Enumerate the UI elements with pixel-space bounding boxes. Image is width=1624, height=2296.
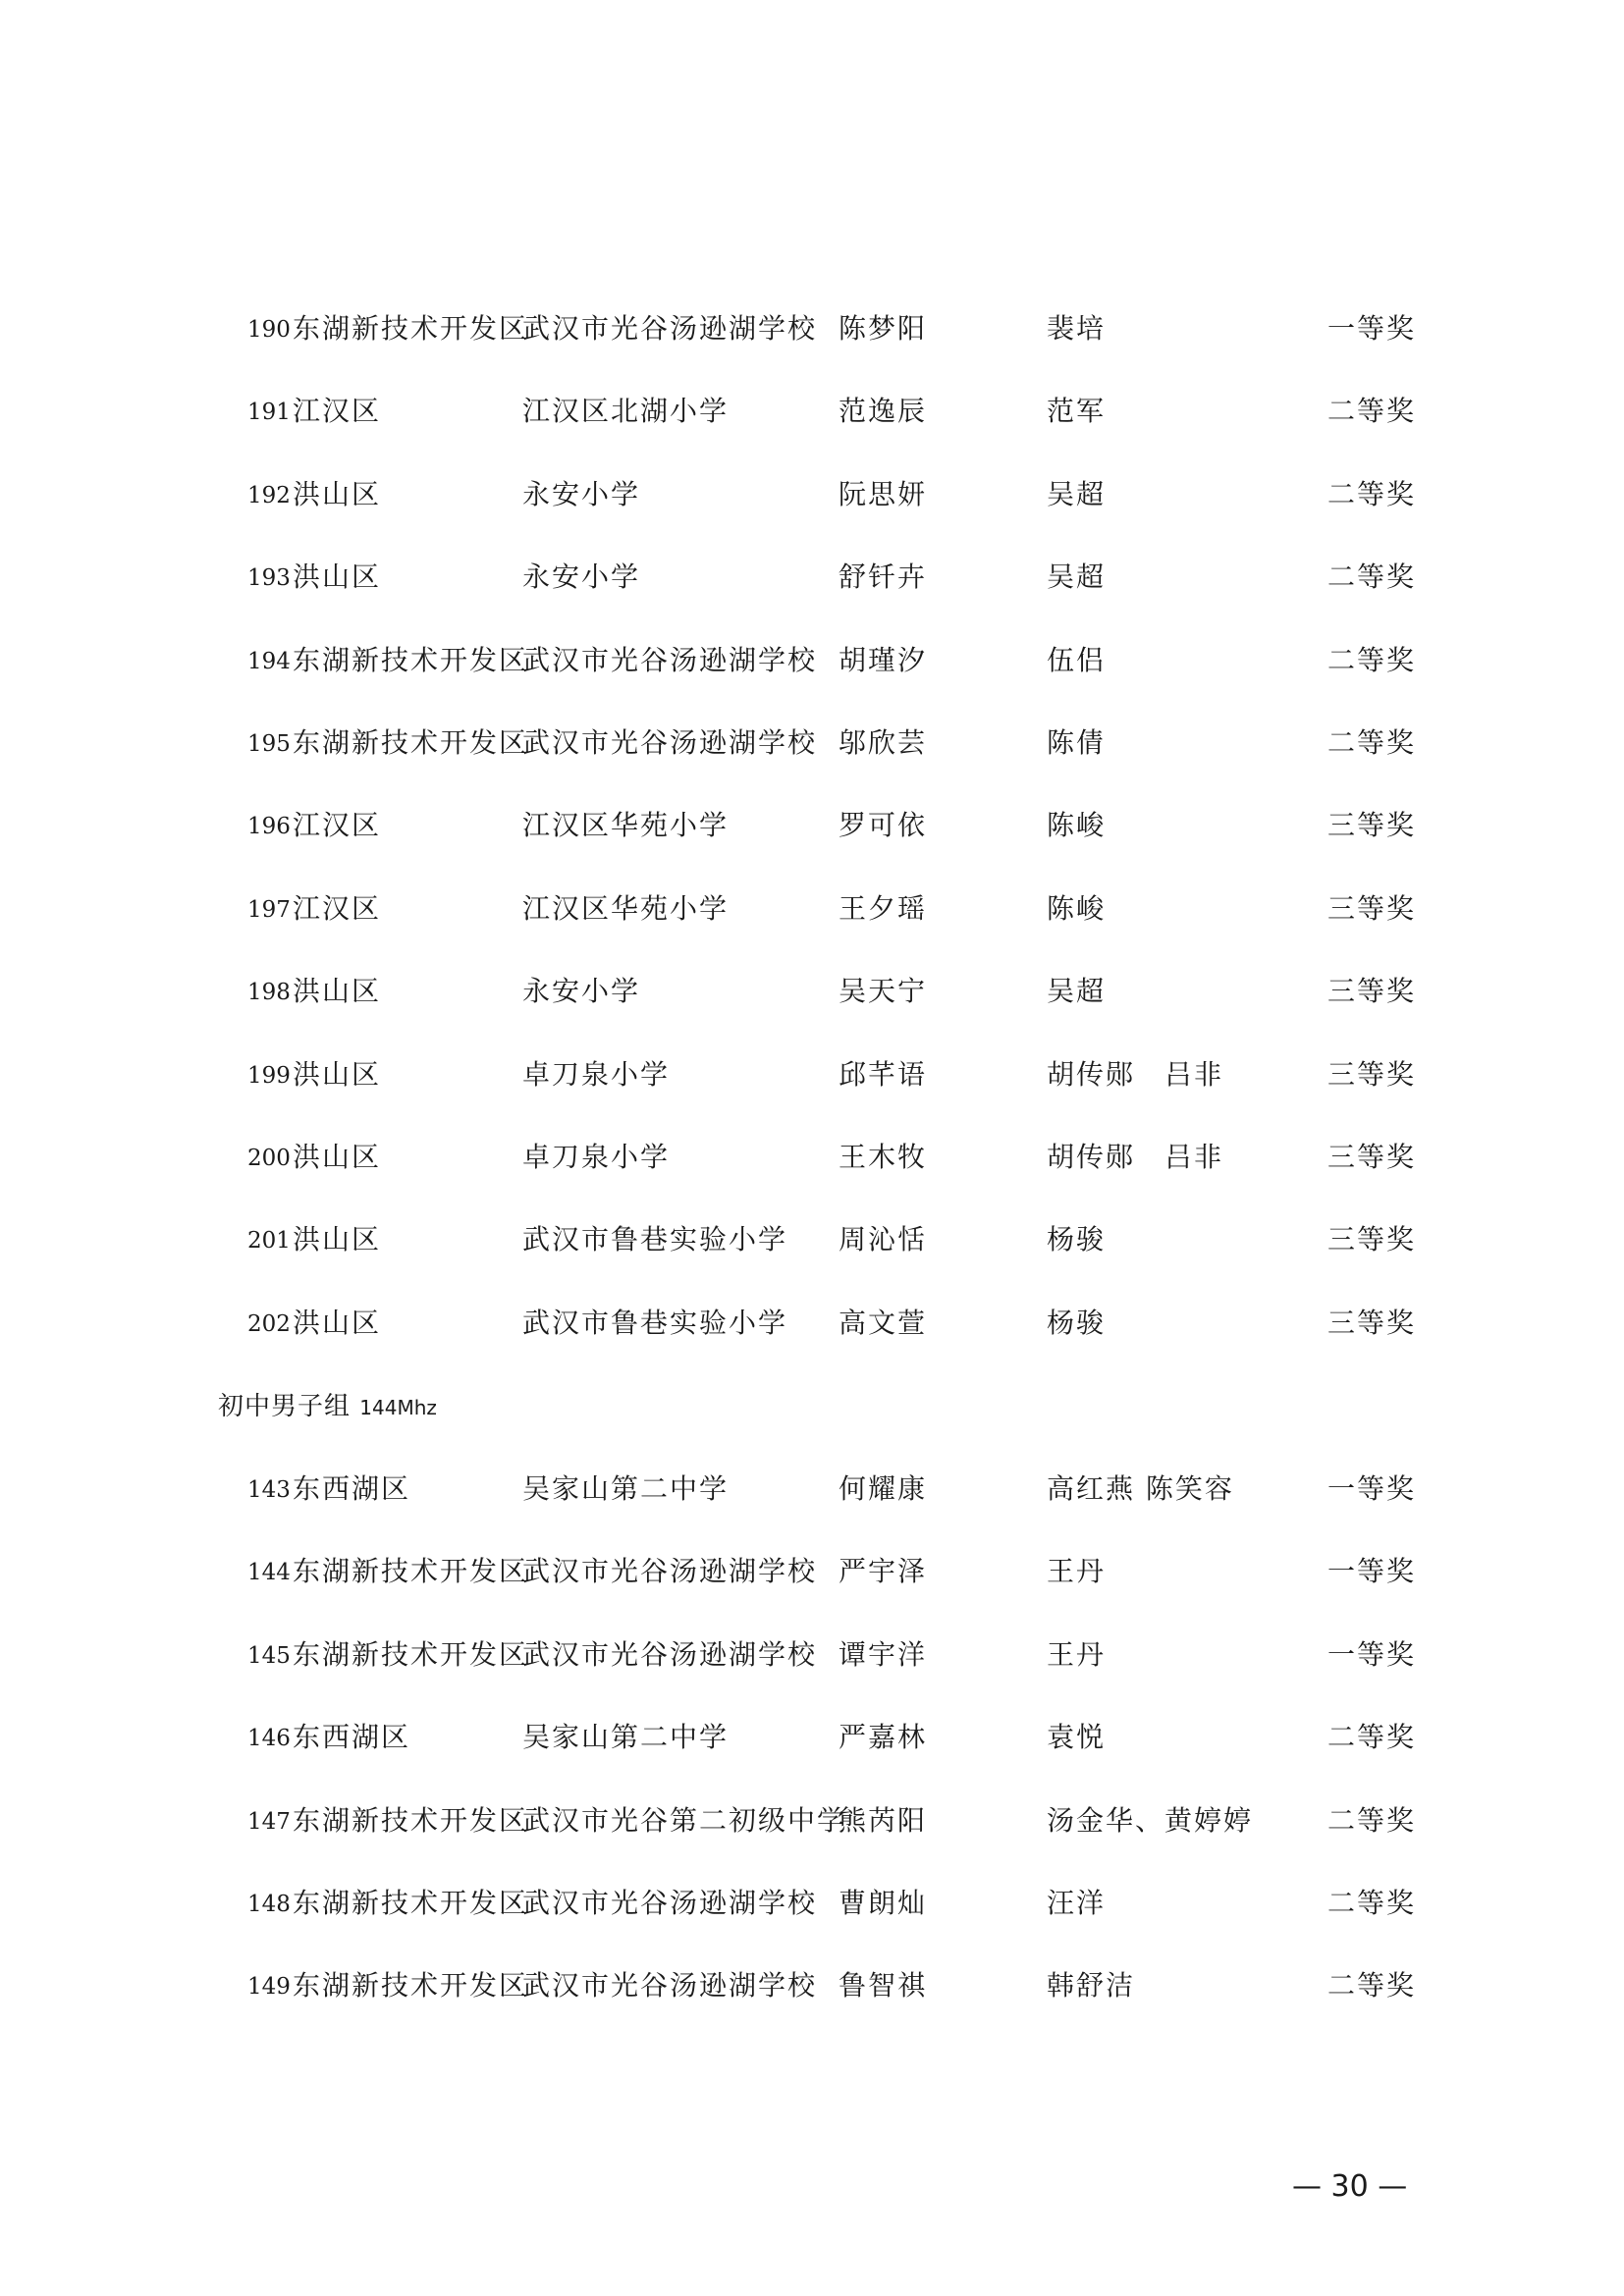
table-row: [0, 1293, 1624, 1375]
table-row: [0, 879, 1624, 961]
student-name: 周沁恬: [839, 1223, 928, 1256]
teacher-name: 陈倩: [1047, 725, 1107, 759]
row-number: 147: [247, 1808, 291, 1835]
district: 东湖新技术开发区: [293, 1803, 529, 1837]
page-number: — 30 —: [1292, 2169, 1408, 2204]
school: 武汉市光谷汤逊湖学校: [522, 725, 818, 759]
row-number: 148: [247, 1891, 291, 1917]
district: 洪山区: [293, 561, 382, 594]
award-level: 二等奖: [1327, 1721, 1417, 1754]
award-level: 二等奖: [1327, 725, 1417, 759]
student-name: 王木牧: [839, 1140, 928, 1173]
teacher-name: 胡传郧 吕非: [1047, 1140, 1224, 1173]
student-name: 严嘉林: [839, 1721, 928, 1754]
student-name: 熊芮阳: [839, 1803, 928, 1837]
teacher-name: 伍侣: [1047, 643, 1107, 676]
teacher-name: 裴培: [1047, 312, 1107, 345]
award-level: 三等奖: [1327, 891, 1417, 925]
teacher-name: 汤金华、黄婷婷: [1047, 1803, 1254, 1837]
teacher-name: 杨骏: [1047, 1223, 1107, 1256]
district: 江汉区: [293, 891, 382, 925]
teacher-name: 王丹: [1047, 1637, 1107, 1671]
row-number: 190: [247, 317, 291, 343]
row-number: 145: [247, 1642, 291, 1669]
student-name: 严宇泽: [839, 1555, 928, 1588]
table-row: [0, 713, 1624, 795]
district: 东湖新技术开发区: [293, 312, 529, 345]
school: 江汉区华苑小学: [522, 891, 730, 925]
district: 东湖新技术开发区: [293, 643, 529, 676]
student-name: 邱芊语: [839, 1057, 928, 1091]
row-number: 149: [247, 1974, 291, 2001]
row-number: 146: [247, 1726, 291, 1752]
table-row: [0, 630, 1624, 713]
table-row: [0, 1625, 1624, 1707]
school: 江汉区北湖小学: [522, 395, 730, 428]
school: 永安小学: [522, 561, 641, 594]
teacher-name: 陈峻: [1047, 809, 1107, 842]
teacher-name: 汪洋: [1047, 1886, 1107, 1919]
teacher-name: 范军: [1047, 395, 1107, 428]
teacher-name: 韩舒洁: [1047, 1969, 1136, 2002]
student-name: 阮思妍: [839, 477, 928, 510]
district: 洪山区: [293, 477, 382, 510]
school: 武汉市鲁巷实验小学: [522, 1223, 788, 1256]
award-level: 一等奖: [1327, 1472, 1417, 1505]
row-number: 143: [247, 1477, 291, 1503]
award-list-primary: [0, 298, 1624, 1375]
award-level: 一等奖: [1327, 1637, 1417, 1671]
school: 武汉市光谷汤逊湖学校: [522, 1637, 818, 1671]
school: 永安小学: [522, 975, 641, 1008]
student-name: 高文萱: [839, 1306, 928, 1339]
school: 卓刀泉小学: [522, 1057, 671, 1091]
award-level: 三等奖: [1327, 1057, 1417, 1091]
school: 武汉市光谷汤逊湖学校: [522, 1555, 818, 1588]
award-level: 二等奖: [1327, 395, 1417, 428]
school: 武汉市光谷汤逊湖学校: [522, 312, 818, 345]
table-row: [0, 1044, 1624, 1127]
teacher-name: 胡传郧 吕非: [1047, 1057, 1224, 1091]
teacher-name: 吴超: [1047, 561, 1107, 594]
row-number: 194: [247, 648, 291, 674]
school: 武汉市光谷汤逊湖学校: [522, 643, 818, 676]
district: 洪山区: [293, 1306, 382, 1339]
district: 东湖新技术开发区: [293, 1637, 529, 1671]
table-row: [0, 1127, 1624, 1209]
school: 吴家山第二中学: [522, 1472, 730, 1505]
teacher-name: 吴超: [1047, 975, 1107, 1008]
district: 东西湖区: [293, 1721, 411, 1754]
award-level: 三等奖: [1327, 975, 1417, 1008]
table-row: [0, 298, 1624, 381]
school: 永安小学: [522, 477, 641, 510]
district: 洪山区: [293, 975, 382, 1008]
table-row: [0, 1209, 1624, 1292]
student-name: 何耀康: [839, 1472, 928, 1505]
row-number: 198: [247, 980, 291, 1006]
row-number: 197: [247, 896, 291, 923]
row-number: 199: [247, 1062, 291, 1089]
table-row: [0, 1541, 1624, 1624]
row-number: 144: [247, 1560, 291, 1586]
row-number: 192: [247, 482, 291, 508]
award-level: 二等奖: [1327, 1803, 1417, 1837]
school: 武汉市光谷第二初级中学: [522, 1803, 847, 1837]
school: 武汉市光谷汤逊湖学校: [522, 1969, 818, 2002]
row-number: 193: [247, 565, 291, 592]
district: 洪山区: [293, 1223, 382, 1256]
table-row: [0, 464, 1624, 547]
teacher-name: 吴超: [1047, 477, 1107, 510]
row-number: 200: [247, 1145, 291, 1171]
table-row: [0, 1790, 1624, 1873]
award-level: 二等奖: [1327, 561, 1417, 594]
district: 东湖新技术开发区: [293, 1886, 529, 1919]
table-row: [0, 1459, 1624, 1541]
table-row: [0, 1873, 1624, 1955]
section-frequency: 144Mhz: [359, 1396, 437, 1419]
teacher-name: 袁悦: [1047, 1721, 1107, 1754]
district: 洪山区: [293, 1057, 382, 1091]
student-name: 谭宇洋: [839, 1637, 928, 1671]
district: 洪山区: [293, 1140, 382, 1173]
district: 东湖新技术开发区: [293, 1555, 529, 1588]
table-row: [0, 1955, 1624, 2038]
district: 江汉区: [293, 809, 382, 842]
student-name: 范逸辰: [839, 395, 928, 428]
award-level: 一等奖: [1327, 1555, 1417, 1588]
award-level: 二等奖: [1327, 1969, 1417, 2002]
award-list-junior-boys: [0, 1459, 1624, 2039]
school: 武汉市鲁巷实验小学: [522, 1306, 788, 1339]
table-row: [0, 795, 1624, 878]
section-title-text: 初中男子组: [218, 1392, 352, 1421]
award-level: 一等奖: [1327, 312, 1417, 345]
table-row: [0, 381, 1624, 463]
teacher-name: 陈峻: [1047, 891, 1107, 925]
row-number: 202: [247, 1310, 291, 1337]
section-title: [218, 1382, 437, 1432]
award-level: 三等奖: [1327, 1306, 1417, 1339]
table-row: [0, 547, 1624, 629]
school: 江汉区华苑小学: [522, 809, 730, 842]
student-name: 陈梦阳: [839, 312, 928, 345]
award-level: 二等奖: [1327, 477, 1417, 510]
district: 江汉区: [293, 395, 382, 428]
table-row: [0, 1707, 1624, 1789]
award-level: 二等奖: [1327, 1886, 1417, 1919]
row-number: 201: [247, 1228, 291, 1255]
table-row: [0, 961, 1624, 1043]
student-name: 罗可依: [839, 809, 928, 842]
student-name: 舒钎卉: [839, 561, 928, 594]
student-name: 曹朗灿: [839, 1886, 928, 1919]
student-name: 王夕瑶: [839, 891, 928, 925]
school: 吴家山第二中学: [522, 1721, 730, 1754]
student-name: 胡瑾汐: [839, 643, 928, 676]
student-name: 吴天宁: [839, 975, 928, 1008]
student-name: 邬欣芸: [839, 725, 928, 759]
award-level: 三等奖: [1327, 809, 1417, 842]
student-name: 鲁智祺: [839, 1969, 928, 2002]
row-number: 196: [247, 814, 291, 840]
award-level: 二等奖: [1327, 643, 1417, 676]
award-level: 三等奖: [1327, 1223, 1417, 1256]
row-number: 195: [247, 730, 291, 757]
district: 东湖新技术开发区: [293, 1969, 529, 2002]
teacher-name: 杨骏: [1047, 1306, 1107, 1339]
award-level: 三等奖: [1327, 1140, 1417, 1173]
school: 武汉市光谷汤逊湖学校: [522, 1886, 818, 1919]
teacher-name: 王丹: [1047, 1555, 1107, 1588]
row-number: 191: [247, 400, 291, 426]
district: 东湖新技术开发区: [293, 725, 529, 759]
district: 东西湖区: [293, 1472, 411, 1505]
teacher-name: 高红燕 陈笑容: [1047, 1472, 1234, 1505]
school: 卓刀泉小学: [522, 1140, 671, 1173]
